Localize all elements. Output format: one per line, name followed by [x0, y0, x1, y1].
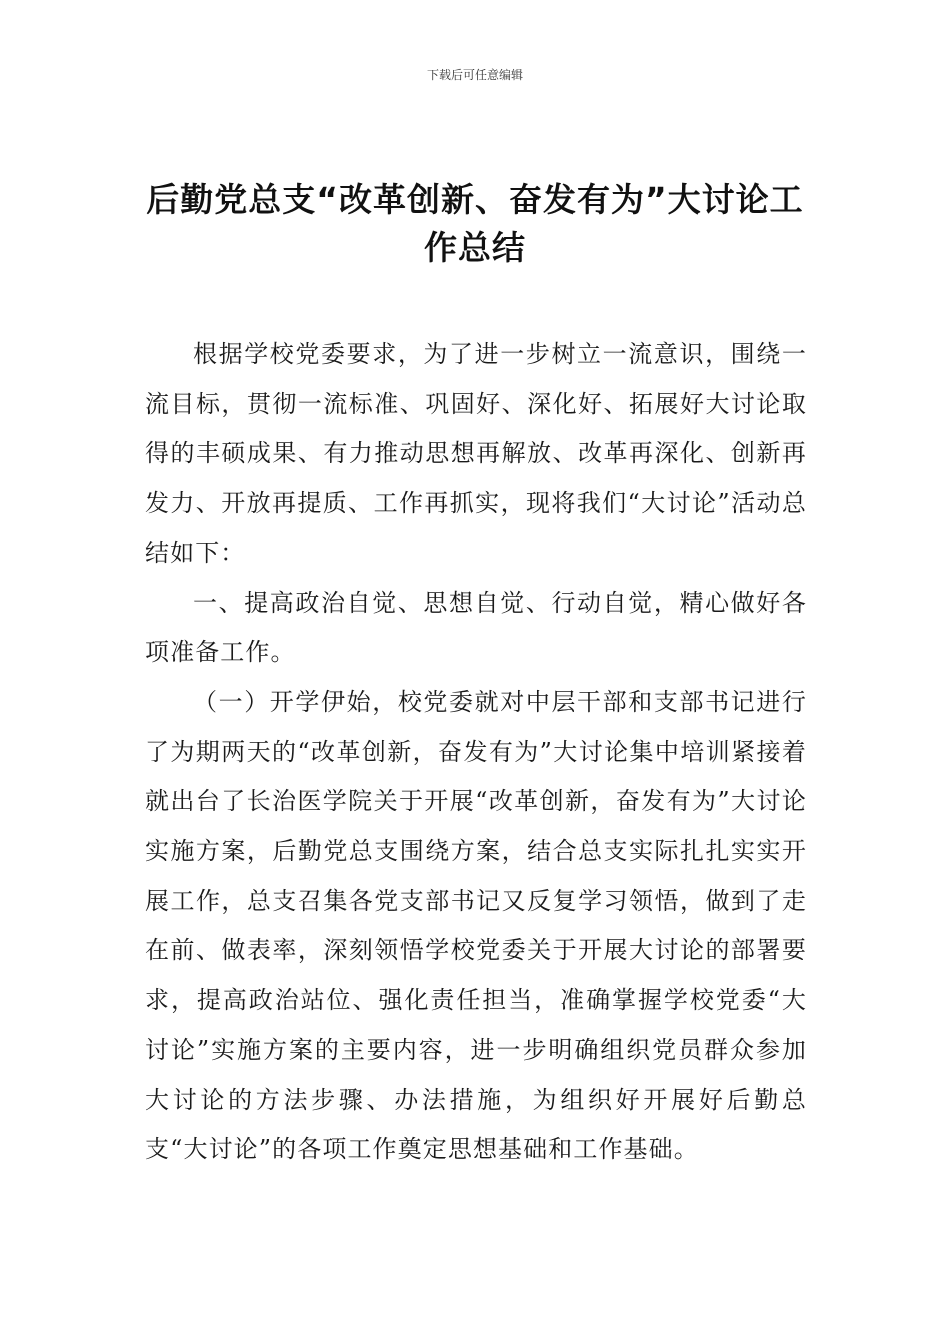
- paragraph-section-one-item-one: （一）开学伊始，校党委就对中层干部和支部书记进行了为期两天的“改革创新，奋发有为”大讨论集中培训紧接着就出台了长治医学院关于开展“改革创新，奋发有为”大讨论实施方案，后勤党总支围绕方案，结合总支实际扎扎实实开展工作，总支召集各党支部书记又反复学习领悟，做到了走在前、做表率，深刻领悟学校党委关于开展大讨论的部署要求，提高政治站位、强化责任担当，准确掌握学校党委“大讨论”实施方案的主要内容，进一步明确组织党员群众参加大讨论的方法步骤、办法措施，为组织好开展好后勤总支“大讨论”的各项工作奠定思想基础和工作基础。: [145, 687, 807, 1164]
- paragraph-intro: 根据学校党委要求，为了进一步树立一流意识，围绕一流目标，贯彻一流标准、巩固好、深化好、拓展好大讨论取得的丰硕成果、有力推动思想再解放、改革再深化、创新再发力、开放再提质、工作再抓实，现将我们“大讨论”活动总结如下：: [145, 340, 807, 567]
- document-body: [145, 330, 807, 1175]
- paragraph-section-one-heading: 一、提高政治自觉、思想自觉、行动自觉，精心做好各项准备工作。: [145, 588, 807, 667]
- document-title: 后勤党总支“改革创新、奋发有为”大讨论工作总结: [146, 180, 804, 267]
- page-header-note: 下载后可任意编辑: [426, 68, 523, 82]
